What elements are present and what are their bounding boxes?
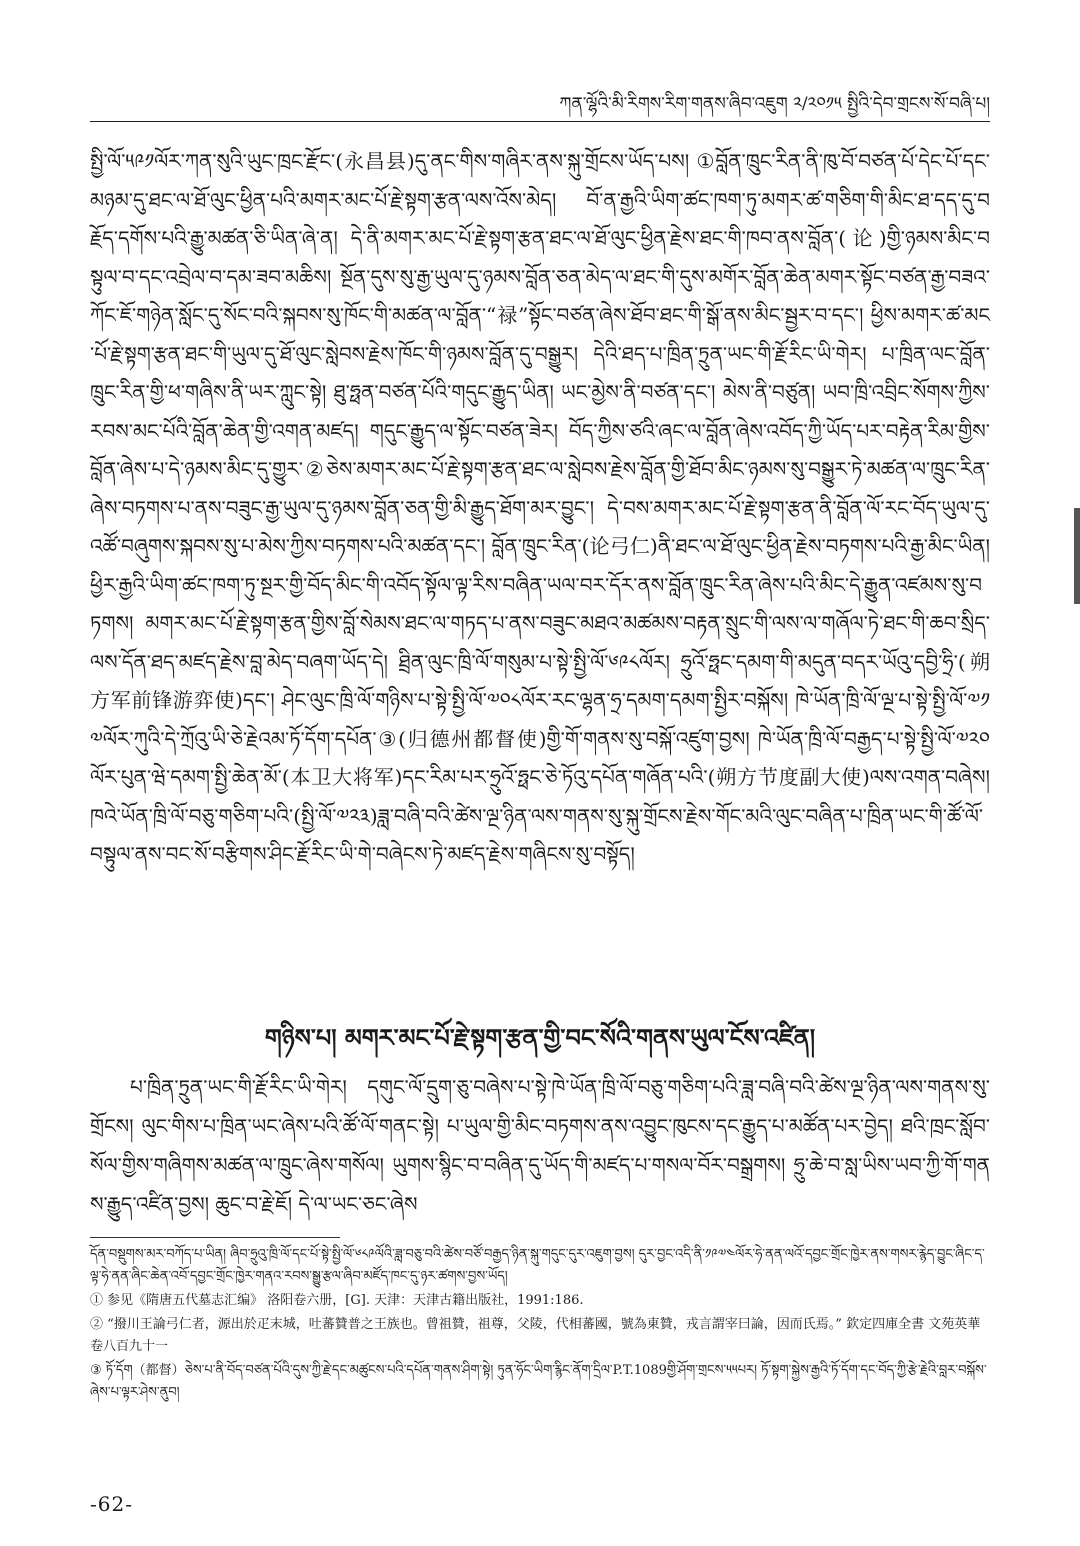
body-paragraph: སྤྱི་ལོ་༥༩༡ལོར་ཀན་སུའི་ཡུང་ཁྲང་རྫོང་(永昌县)དུ་ནང་གིས་གཞིར་ནས་སྐུ་གྲོངས་ཡོད་པས། ①བློན་ཁྲུང་རིན་ནི་ཁུ་བོ་བཙན་པོ་དེང་པོ་དང་མཉམ་དུ་ཐང་ལ་ཐོ་ལུང་ཕྱིན་པའི་མགར་མང་པོ་རྗེ་སྟག་རྩན་ལས་འོས་མེད། བོ་ན་རྒྱའི་ཡིག་ཚང་ཁག་ཏུ་མགར་ཚ་གཅིག་གི་མིང་ཐ་དད་དུ་བརྗོད་དགོས་པའི་རྒྱུ་མཚན་ཅི་ཡིན་ཞེ་ན། དེ་ནི་མགར་མང་པོ་རྗེ་སྟག་རྩན་ཐང་ལ་ཐོ་ལུང་ཕྱིན་རྗེས་ཐང་གི་ཁབ་ནས་བློན་(论)གྱི་ཉམས་མིང་བསྟུལ་བ་དང་འབྲེལ་བ་དམ་ཟབ་མཆིས། སྔོན་དུས་སུ་རྒྱ་ཡུལ་དུ་ཉམས་བློན་ཅན་མེད་ལ་ཐང་གི་དུས་མགོར་བློན་ཆེན་མགར་སྟོང་བཙན་རྒྱ་བཟའ་ཀོང་ཇོ་གཉེན་སློང་དུ་སོང་བའི་སྐབས་སུ་ཁོང་གི་མཚན་ལ་བློན་“禄”སྟོང་བཙན་ཞེས་ཐོབ་ཐང་གི་སྒོ་ནས་མིང་སྦྱར་བ་དང་། ཕྱིས་མགར་ཚ་མང་པོ་རྗེ་སྟག་རྩན་ཐང་གི་ཡུལ་དུ་ཐོ་ལུང་སླེབས་རྗེས་ཁོང་གི་ཉམས་བློན་དུ་བསྒྱུར། དེའི་ཐད་པ་ཁྲིན་ཏྲུན་ཡང་གི་རྗོ་རིང་ཡི་གེར། པ་ཁྲིན་ལང་བློན་ཁྲུང་རིན་གྱི་ཕ་གཞིས་ནི་ཡར་ཀླུང་སྟེ། ཐུ་ཧྥན་བཙན་པོའི་གདུང་རྒྱུད་ཡིན། ཡང་མྱེས་ནི་བཙན་དང་། མེས་ནི་བཙུན། ཡབ་ཁྲི་འབྲིང་སོགས་ཀྱིས་རབས་མང་པོའི་བློན་ཆེན་གྱི་འགན་མཛད། གདུང་རྒྱུད་ལ་སྟོང་བཙན་ཟེར། བོད་ཀྱིས་ཙའི་ཞང་ལ་བློན་ཞེས་འབོད་ཀྱི་ཡོད་པར་བརྟེན་རིམ་གྱིས་བློན་ཞེས་པ་དེ་ཉམས་མིང་དུ་གྱུར་②ཅེས་མགར་མང་པོ་རྗེ་སྟག་རྩན་ཐང་ལ་སླེབས་རྗེས་བློན་གྱི་ཐོབ་མིང་ཉམས་སུ་བསྒྱུར་ཏེ་མཚན་ལ་ཁྲུང་རིན་ཞེས་བཏགས་པ་ནས་བཟུང་རྒྱ་ཡུལ་དུ་ཉམས་བློན་ཅན་གྱི་མི་རྒྱུད་ཐོག་མར་བྱུང་། དེ་བས་མགར་མང་པོ་རྗེ་སྟག་རྩན་ནི་བློན་ལོ་རང་བོད་ཡུལ་དུ་འཚོ་བཞུགས་སྐབས་སུ་པ་མེས་ཀྱིས་བཏགས་པའི་མཚན་དང་། བློན་ཁྲུང་རིན་(论弓仁)ནི་ཐང་ལ་ཐོ་ལུང་ཕྱིན་རྗེས་བཏགས་པའི་རྒྱ་མིང་ཡིན། ཕྱིར་རྒྱའི་ཡིག་ཚང་ཁག་ཏུ་སྔར་གྱི་བོད་མིང་གི་འབོད་སྟོལ་ལྟ་རིས་བཞིན་ཡལ་བར་དོར་ནས་བློན་ཁྲུང་རིན་ཞེས་པའི་མིང་དེ་རྒྱུན་འཛམས་སུ་བཏགས། མགར་མང་པོ་རྗེ་སྟག་རྩན་གྱིས་བློ་སེམས་ཐང་ལ་གཏད་པ་ནས་བཟུང་མཐའ་མཚམས་བརྟན་སྲུང་གི་ལས་ལ་གཞོལ་ཏེ་ཐང་གི་ཆབ་སྲིད་ལས་དོན་ཐད་མཛད་རྗེས་བླ་མེད་བཞག་ཡོད་དེ། ཐྲིན་ལུང་ཁྲི་ལོ་གསུམ་པ་སྟེ་སྤྱི་ལོ་༦༩༨ལོར། ཧྲུའོ་ཧྥང་དམག་གི་མདུན་བདར་ཡོའུ་དབྱི་ཧྲི་(朔方军前锋游弈使)དང་། ཤེང་ལུང་ཁྲི་ལོ་གཉིས་པ་སྟེ་སྤྱི་ལོ་༧༠༨ལོར་རང་ལྷན་ཧྲ་དམག་དམག་སྤྱིར་བསྐོས། ཁེ་ཡོན་ཁྲི་ལོ་ལྔ་པ་སྟེ་སྤྱི་ལོ་༧༡༧ལོར་ཀུའི་དེ་ཀྲོའུ་ཡི་ཅེ་རྗེའམ་ཏོ་དོག་དཔོན་③(归德州都督使)གྱི་གོ་གནས་སུ་བསྐོ་འཛུག་བྱས། ཁེ་ཡོན་ཁྲི་ལོ་བརྒྱད་པ་སྟེ་སྤྱི་ལོ་༧༢༠ལོར་པུན་ཝེ་དམག་སྤྱི་ཆེན་མོ་(本卫大将军)དང་རིམ་པར་ཧྲུའོ་ཧྥང་ཅེ་ཏོའུ་དཔོན་གཞོན་པའི་(朔方节度副大使)ལས་འགན་བཞེས། ཁའེ་ཡོན་ཁྲི་ལོ་བཅུ་གཅིག་པའི་(སྤྱི་ལོ་༧༢༣)ཟླ་བཞི་བའི་ཚེས་ལྔ་ཉིན་ལས་གནས་སུ་སྐུ་གྲོངས་རྗེས་གོང་མའི་ལུང་བཞིན་པ་ཁྲིན་ཡང་གི་ཚོ་ལོ་བསྟུལ་ནས་བང་སོ་བརྩིགས་ཤིང་རྗོ་རིང་ཡི་གེ་བཞེངས་ཏེ་མཛད་རྗེས་གཞིངས་སུ་བསྟོད། xyxy=(90,149,990,866)
page-number: -62- xyxy=(90,1492,133,1516)
footnotes xyxy=(90,1244,990,1406)
footnote-divider xyxy=(90,1237,340,1238)
section-heading: གཉིས་པ། མགར་མང་པོ་རྗེ་སྟག་རྩན་གྱི་བང་སོའི་གནས་ཡུལ་ངོས་འཛིན། xyxy=(264,1023,816,1052)
footnote-3-text: ཏོ་དོག（都督）ཅེས་པ་ནི་བོད་བཙན་པོའི་དུས་ཀྱི་རྗེ་དང་མཚུངས་པའི་དཔོན་གནས་ཤིག་སྟེ། ཏུན་ཧོང་ཡིག་རྙིང་ནོག་དྲིལ་P.T.1089གྱི་ཤོག་གྲངས་༥༥པར། ཏོ་སྟག་སྐྱེས་རྒྱའི་ཏོ་དོག་དང་བོད་ཀྱི་རྩེ་རྗེའི་བླར་བསྐོས་ཞེས་པ་ལྟར་ཤེས་ནུབ། xyxy=(90,1363,987,1400)
footnote-2-text: “撥川王論弓仁者，源出於疋末城，吐蕃贊普之王族也。曾祖贊，祖尊，父陵，代相蕃國，號為東贊，戎言謂宰曰論，因而氏焉。” 欽定四庫全書 文苑英華卷八百九十一 xyxy=(90,1317,981,1354)
main-body xyxy=(90,142,990,874)
footnote-2-marker: ② xyxy=(90,1317,104,1332)
section-paragraph: པ་ཁྲིན་ཏྲུན་ཡང་གི་རྗོ་རིང་ཡི་གེར། དགུང་ལོ་དྲུག་ཅུ་བཞེས་པ་སྟེ་ཁེ་ཡོན་ཁྲི་ལོ་བཅུ་གཅིག་པའི་ཟླ་བཞི་བའི་ཚེས་ལྔ་ཉིན་ལས་གནས་སུ་གྲོངས། ལུང་གིས་པ་ཁྲིན་ཡང་ཞེས་པའི་ཚོ་ལོ་གནང་སྟེ། པ་ཡུལ་གྱི་མིང་བཏགས་ནས་འབྱུང་ཁུངས་དང་རྒྱུད་པ་མཚོན་པར་བྱེད། ཐའི་ཁྲང་སློབ་སོལ་གྱིས་གཞིགས་མཚན་ལ་ཁྲུང་ཞེས་གསོལ། ཡུགས་སྙིང་བ་བཞིན་དུ་ཡོད་གི་མཛད་པ་གསལ་བོར་བསྒྲགས། ཧྲུ་ཆེ་བ་སླ་ཡིས་ཡབ་ཀྱི་གོ་གནས་རྒྱུད་འཛིན་བྱས། ཆུང་བ་རྗེ་ཇོ། དེ་ལ་ཡང་ཅང་ཞེས xyxy=(90,1075,990,1216)
footnote-3 xyxy=(90,1360,990,1404)
footnote-3-marker: ③ xyxy=(90,1363,102,1378)
footnote-1 xyxy=(90,1290,990,1312)
header-divider xyxy=(90,121,990,122)
footnote-2 xyxy=(90,1314,990,1358)
section-body xyxy=(90,1068,990,1224)
running-header: ཀན་ལྷོའི་མི་རིགས་རིག་གནས་ཞིབ་འཇུག ༢/༢༠༡༥ སྤྱིའི་དེབ་གྲངས་སོ་བཞི་པ། xyxy=(559,94,990,114)
page-edge-tab xyxy=(1074,508,1080,604)
footnote-1-marker: ① xyxy=(90,1293,104,1308)
footnote-1-text: 参见《隋唐五代墓志汇编》 洛阳卷六册，[G]. 天津：天津古籍出版社，1991:186. xyxy=(107,1293,584,1308)
footnote-continuation: དོན་བསྡུགས་མར་བཀོད་པ་ཡིན། ཞིབ་ཧྲུའུ་ཁྲི་ལོ་དང་པོ་སྟེ་སྤྱི་ལོ་༦༨༩ལོའི་ཟླ་བཅུ་བའི་ཚེས་བཙོ་བརྒྱད་ཉིན་སྐུ་གདུང་དུར་འཇུག་བྱས། དུར་བྱང་འདི་ནི་༡༩༧༤ལོར་ཧེ་ནན་ལའོ་དབྱང་གྲོང་ཁྱེར་ནས་གསར་རྙེད་བྱུང་ཞིང་ད་ལྟ་ཧེ་ནན་ཞིང་ཆེན་འབོ་དབྱང་གྲོང་ཁྱེར་གནའ་རབས་སྒྱུ་རྩལ་ཞིབ་མཛོད་ཁང་དུ་ཉར་ཚགས་བྱས་ཡོད། xyxy=(90,1247,985,1284)
